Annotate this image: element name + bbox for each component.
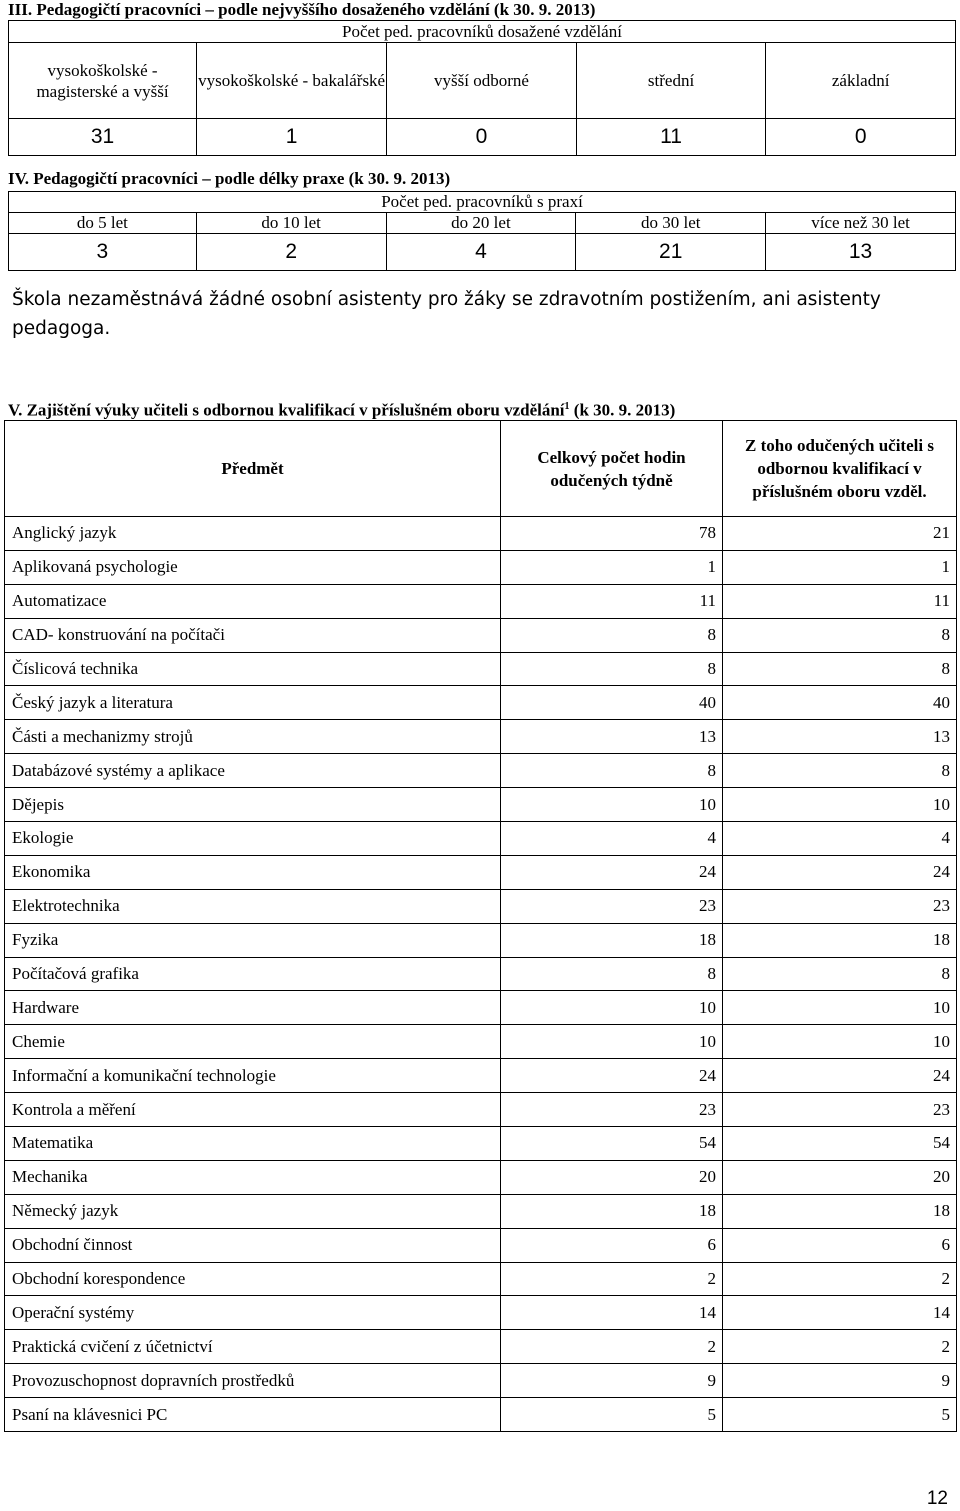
subject-cell: Anglický jazyk (5, 517, 501, 551)
table-row (5, 1228, 957, 1262)
hours-cell: 11 (501, 584, 723, 618)
section4-title: IV. Pedagogičtí pracovníci – podle délky praxe (k 30. 9. 2013) (8, 169, 451, 188)
qualified-cell: 1 (723, 550, 957, 584)
qualified-cell: 13 (723, 720, 957, 754)
table-row (5, 1127, 957, 1161)
edu-col-3: střední (576, 43, 766, 119)
qualified-cell: 23 (723, 889, 957, 923)
subject-cell: Chemie (5, 1025, 501, 1059)
subject-cell: Psaní na klávesnici PC (5, 1398, 501, 1432)
subject-cell: Databázové systémy a aplikace (5, 754, 501, 788)
hours-cell: 6 (501, 1228, 723, 1262)
hours-cell: 23 (501, 1093, 723, 1127)
hours-cell: 24 (501, 855, 723, 889)
subject-cell: CAD- konstruování na počítači (5, 618, 501, 652)
qualified-cell: 8 (723, 957, 957, 991)
practice-val-0: 3 (9, 234, 197, 271)
subject-cell: Části a mechanizmy strojů (5, 720, 501, 754)
practice-col-3: do 30 let (576, 213, 766, 234)
section5-title-text: V. Zajištění výuky učiteli s odbornou kvalifikací v příslušném oboru vzdělání (8, 400, 565, 420)
edu-col-1: vysokoškolské - bakalářské (197, 43, 387, 119)
col-subject-header: Předmět (5, 421, 501, 517)
table-row (5, 584, 957, 618)
hours-cell: 54 (501, 1127, 723, 1161)
qualified-cell: 54 (723, 1127, 957, 1161)
subject-cell: Číslicová technika (5, 652, 501, 686)
table-row (5, 517, 957, 551)
hours-cell: 8 (501, 618, 723, 652)
edu-col-0: vysokoškolské - magisterské a vyšší (9, 43, 197, 119)
assistants-paragraph: Škola nezaměstnává žádné osobní asistenty pro žáky se zdravotním postižením, ani asistenty pedagoga. (12, 289, 881, 339)
qualified-cell: 24 (723, 855, 957, 889)
edu-val-3: 11 (576, 119, 766, 156)
subject-cell: Matematika (5, 1127, 501, 1161)
qualified-cell: 24 (723, 1059, 957, 1093)
table-row (5, 923, 957, 957)
hours-cell: 24 (501, 1059, 723, 1093)
hours-cell: 40 (501, 686, 723, 720)
subject-cell: Německý jazyk (5, 1194, 501, 1228)
qualified-cell: 20 (723, 1160, 957, 1194)
edu-val-4: 0 (766, 119, 956, 156)
subject-cell: Provozuschopnost dopravních prostředků (5, 1364, 501, 1398)
table-row (5, 957, 957, 991)
section5-title-date: (k 30. 9. 2013) (569, 400, 676, 420)
subject-cell: Fyzika (5, 923, 501, 957)
subject-cell: Hardware (5, 991, 501, 1025)
edu-col-2: vyšší odborné (387, 43, 577, 119)
subject-cell: Dějepis (5, 788, 501, 822)
hours-cell: 10 (501, 991, 723, 1025)
subject-cell: Informační a komunikační technologie (5, 1059, 501, 1093)
table-row (5, 618, 957, 652)
page-number: 12 (926, 1488, 948, 1509)
table-row (5, 686, 957, 720)
edu-val-2: 0 (387, 119, 577, 156)
qualified-cell: 18 (723, 923, 957, 957)
subject-cell: Ekologie (5, 822, 501, 856)
table-row (5, 1194, 957, 1228)
qualified-cell: 10 (723, 1025, 957, 1059)
qualified-cell: 2 (723, 1330, 957, 1364)
subject-cell: Obchodní činnost (5, 1228, 501, 1262)
subject-cell: Aplikovaná psychologie (5, 550, 501, 584)
hours-cell: 5 (501, 1398, 723, 1432)
table-row (5, 788, 957, 822)
qualified-cell: 11 (723, 584, 957, 618)
practice-val-3: 21 (576, 234, 766, 271)
table-row (5, 1262, 957, 1296)
table-row (5, 822, 957, 856)
col-qualified-header: Z toho odučených učiteli s odbornou kvalifikací v příslušném oboru vzděl. (723, 421, 957, 517)
table-row (5, 889, 957, 923)
table-row (5, 1160, 957, 1194)
table-row (5, 1025, 957, 1059)
table-row (5, 991, 957, 1025)
qualified-cell: 9 (723, 1364, 957, 1398)
qualified-cell: 21 (723, 517, 957, 551)
subject-cell: Obchodní korespondence (5, 1262, 501, 1296)
hours-cell: 8 (501, 957, 723, 991)
table-row (5, 1296, 957, 1330)
hours-cell: 18 (501, 923, 723, 957)
qualified-cell: 10 (723, 788, 957, 822)
practice-col-2: do 20 let (386, 213, 576, 234)
practice-group-header: Počet ped. pracovníků s praxí (9, 192, 956, 213)
hours-cell: 8 (501, 754, 723, 788)
qualified-cell: 8 (723, 754, 957, 788)
hours-cell: 23 (501, 889, 723, 923)
subject-rows (5, 517, 957, 1432)
table-row (5, 754, 957, 788)
qualified-cell: 23 (723, 1093, 957, 1127)
edu-val-0: 31 (9, 119, 197, 156)
subject-cell: Mechanika (5, 1160, 501, 1194)
qualified-cell: 18 (723, 1194, 957, 1228)
table-row (5, 550, 957, 584)
subject-cell: Ekonomika (5, 855, 501, 889)
qualified-cell: 8 (723, 652, 957, 686)
table-row (5, 855, 957, 889)
hours-cell: 1 (501, 550, 723, 584)
qualified-cell: 10 (723, 991, 957, 1025)
practice-col-1: do 10 let (196, 213, 386, 234)
hours-cell: 78 (501, 517, 723, 551)
section3-title: III. Pedagogičtí pracovníci – podle nejvyššího dosaženého vzdělání (k 30. 9. 2013) (8, 0, 596, 19)
qualified-cell: 40 (723, 686, 957, 720)
col-hours-header: Celkový počet hodin odučených týdně (501, 421, 723, 517)
education-group-header: Počet ped. pracovníků dosažené vzdělání (9, 21, 956, 43)
qualified-cell: 8 (723, 618, 957, 652)
hours-cell: 4 (501, 822, 723, 856)
hours-cell: 10 (501, 788, 723, 822)
hours-cell: 8 (501, 652, 723, 686)
edu-col-4: základní (766, 43, 956, 119)
qualified-cell: 2 (723, 1262, 957, 1296)
qualified-cell: 14 (723, 1296, 957, 1330)
edu-val-1: 1 (197, 119, 387, 156)
hours-cell: 14 (501, 1296, 723, 1330)
table-row (5, 1330, 957, 1364)
subjects-table (4, 420, 957, 1432)
subject-cell: Praktická cvičení z účetnictví (5, 1330, 501, 1364)
section5-title (8, 397, 675, 421)
practice-table (8, 191, 956, 271)
table-row (5, 1364, 957, 1398)
qualified-cell: 6 (723, 1228, 957, 1262)
practice-val-2: 4 (386, 234, 576, 271)
subject-cell: Český jazyk a literatura (5, 686, 501, 720)
table-row (5, 1093, 957, 1127)
qualified-cell: 5 (723, 1398, 957, 1432)
subject-cell: Elektrotechnika (5, 889, 501, 923)
hours-cell: 18 (501, 1194, 723, 1228)
hours-cell: 20 (501, 1160, 723, 1194)
practice-val-1: 2 (196, 234, 386, 271)
table-row (5, 1398, 957, 1432)
table-row (5, 720, 957, 754)
education-table (8, 20, 956, 156)
hours-cell: 2 (501, 1262, 723, 1296)
table-row (5, 652, 957, 686)
hours-cell: 9 (501, 1364, 723, 1398)
practice-col-4: více než 30 let (766, 213, 956, 234)
practice-col-0: do 5 let (9, 213, 197, 234)
practice-val-4: 13 (766, 234, 956, 271)
hours-cell: 13 (501, 720, 723, 754)
footnote-mark: 1 (564, 401, 570, 412)
subject-cell: Kontrola a měření (5, 1093, 501, 1127)
subject-cell: Automatizace (5, 584, 501, 618)
qualified-cell: 4 (723, 822, 957, 856)
hours-cell: 10 (501, 1025, 723, 1059)
subject-cell: Počítačová grafika (5, 957, 501, 991)
table-row (5, 1059, 957, 1093)
subject-cell: Operační systémy (5, 1296, 501, 1330)
hours-cell: 2 (501, 1330, 723, 1364)
